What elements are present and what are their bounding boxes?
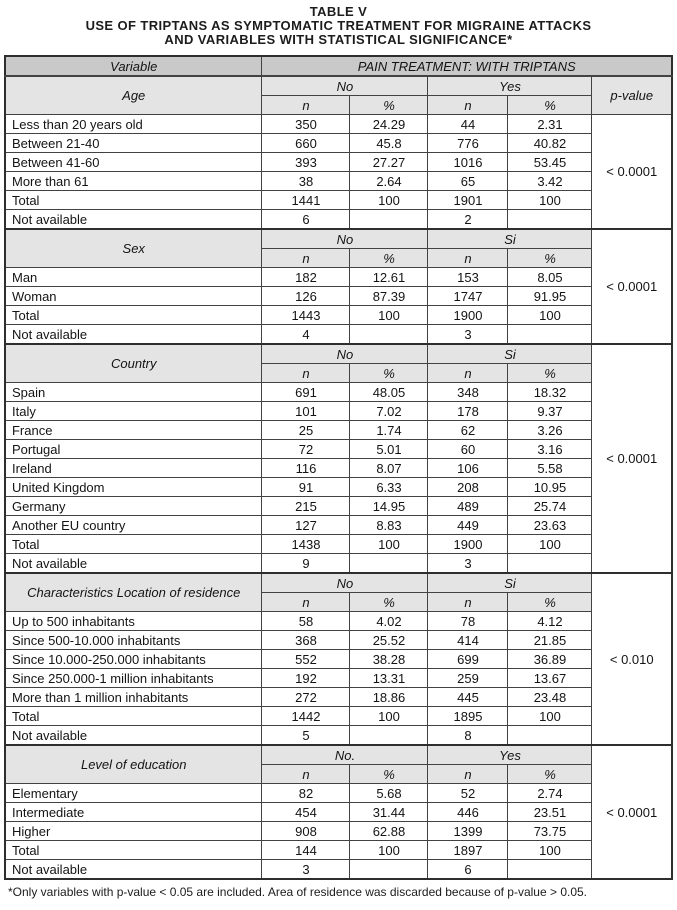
no-pct-value: 13.31 — [350, 669, 428, 688]
row-label: Total — [5, 841, 262, 860]
no-pct-header: % — [350, 765, 428, 784]
row-label: Not available — [5, 726, 262, 746]
no-n-value: 393 — [262, 153, 350, 172]
row-label: Total — [5, 535, 262, 554]
yes-pct-header: % — [508, 364, 592, 383]
no-n-header: n — [262, 364, 350, 383]
table-row — [5, 841, 672, 860]
table-row — [5, 402, 672, 421]
yes-n-value: 178 — [428, 402, 508, 421]
no-n-value: 368 — [262, 631, 350, 650]
no-n-value: 454 — [262, 803, 350, 822]
table-row — [5, 860, 672, 880]
row-label: Total — [5, 191, 262, 210]
no-pct-value: 5.68 — [350, 784, 428, 803]
yes-n-value: 449 — [428, 516, 508, 535]
no-group-header: No — [262, 344, 428, 364]
row-label: Elementary — [5, 784, 262, 803]
section-variable-label: Age — [5, 76, 262, 115]
no-pct-value: 100 — [350, 306, 428, 325]
table-row — [5, 440, 672, 459]
no-n-value: 552 — [262, 650, 350, 669]
row-label: Not available — [5, 554, 262, 574]
table-row — [5, 325, 672, 345]
no-pct-value: 14.95 — [350, 497, 428, 516]
row-label: Since 500-10.000 inhabitants — [5, 631, 262, 650]
yes-pct-value: 100 — [508, 841, 592, 860]
no-n-value: 9 — [262, 554, 350, 574]
no-group-header: No. — [262, 745, 428, 765]
no-pct-value: 5.01 — [350, 440, 428, 459]
yes-n-value: 489 — [428, 497, 508, 516]
yes-n-value: 6 — [428, 860, 508, 880]
yes-pct-header: % — [508, 96, 592, 115]
yes-pct-value — [508, 860, 592, 880]
yes-n-value: 259 — [428, 669, 508, 688]
pvalue-cell: < 0.010 — [592, 573, 672, 745]
yes-group-header: Yes — [428, 745, 592, 765]
table-row — [5, 421, 672, 440]
yes-n-value: 208 — [428, 478, 508, 497]
no-n-value: 3 — [262, 860, 350, 880]
no-n-value: 4 — [262, 325, 350, 345]
no-pct-value: 8.83 — [350, 516, 428, 535]
yes-pct-value: 100 — [508, 306, 592, 325]
no-pct-value: 4.02 — [350, 612, 428, 631]
yes-pct-value: 2.74 — [508, 784, 592, 803]
yes-n-header: n — [428, 249, 508, 268]
yes-n-value: 153 — [428, 268, 508, 287]
yes-pct-value: 73.75 — [508, 822, 592, 841]
yes-n-value: 445 — [428, 688, 508, 707]
no-pct-header: % — [350, 593, 428, 612]
no-n-header: n — [262, 249, 350, 268]
no-n-value: 182 — [262, 268, 350, 287]
no-pct-value: 100 — [350, 191, 428, 210]
yes-pct-value: 23.51 — [508, 803, 592, 822]
no-n-value: 1441 — [262, 191, 350, 210]
table-row — [5, 707, 672, 726]
yes-n-value: 776 — [428, 134, 508, 153]
yes-pct-value: 3.16 — [508, 440, 592, 459]
row-label: Woman — [5, 287, 262, 306]
no-pct-value: 1.74 — [350, 421, 428, 440]
table-row — [5, 153, 672, 172]
table-number: TABLE V — [309, 4, 368, 19]
section-variable-label: Country — [5, 344, 262, 383]
yes-pct-value: 13.67 — [508, 669, 592, 688]
no-pct-header: % — [350, 364, 428, 383]
section-header-row — [5, 745, 672, 765]
table-row — [5, 115, 672, 134]
pvalue-column-header: p-value — [592, 76, 672, 115]
treatment-column-header: PAIN TREATMENT: WITH TRIPTANS — [262, 56, 672, 76]
footnote: *Only variables with p-value < 0.05 are included. Area of residence was discarded because of p-value > 0.05. — [8, 885, 588, 899]
no-pct-value: 27.27 — [350, 153, 428, 172]
yes-pct-value — [508, 210, 592, 230]
section-header-row — [5, 76, 672, 96]
yes-pct-value: 2.31 — [508, 115, 592, 134]
no-pct-value — [350, 726, 428, 746]
no-n-value: 144 — [262, 841, 350, 860]
yes-n-value: 3 — [428, 325, 508, 345]
no-pct-value — [350, 860, 428, 880]
yes-pct-value: 5.58 — [508, 459, 592, 478]
table-title-line-2: AND VARIABLES WITH STATISTICAL SIGNIFICANCE* — [164, 32, 513, 47]
no-n-value: 5 — [262, 726, 350, 746]
triptans-table — [4, 55, 673, 880]
no-pct-value: 100 — [350, 707, 428, 726]
yes-pct-value: 9.37 — [508, 402, 592, 421]
yes-pct-value — [508, 325, 592, 345]
yes-n-value: 1895 — [428, 707, 508, 726]
yes-n-value: 60 — [428, 440, 508, 459]
yes-pct-value: 100 — [508, 707, 592, 726]
yes-n-value: 2 — [428, 210, 508, 230]
yes-pct-value: 25.74 — [508, 497, 592, 516]
row-label: Not available — [5, 325, 262, 345]
yes-group-header: Yes — [428, 76, 592, 96]
yes-n-value: 1900 — [428, 306, 508, 325]
row-label: Since 250.000-1 million inhabitants — [5, 669, 262, 688]
no-pct-value: 6.33 — [350, 478, 428, 497]
row-label: Higher — [5, 822, 262, 841]
yes-n-value: 1900 — [428, 535, 508, 554]
no-pct-value: 7.02 — [350, 402, 428, 421]
yes-pct-header: % — [508, 765, 592, 784]
yes-n-header: n — [428, 96, 508, 115]
no-pct-value: 45.8 — [350, 134, 428, 153]
no-n-header: n — [262, 593, 350, 612]
yes-n-value: 78 — [428, 612, 508, 631]
no-n-header: n — [262, 765, 350, 784]
yes-n-value: 1747 — [428, 287, 508, 306]
yes-n-header: n — [428, 364, 508, 383]
row-label: Spain — [5, 383, 262, 402]
no-n-value: 38 — [262, 172, 350, 191]
yes-n-header: n — [428, 593, 508, 612]
no-n-header: n — [262, 96, 350, 115]
row-label: United Kingdom — [5, 478, 262, 497]
yes-pct-header: % — [508, 593, 592, 612]
yes-pct-value: 3.26 — [508, 421, 592, 440]
section-variable-label: Level of education — [5, 745, 262, 784]
yes-n-value: 1901 — [428, 191, 508, 210]
yes-n-value: 699 — [428, 650, 508, 669]
yes-pct-value: 18.32 — [508, 383, 592, 402]
yes-n-value: 1897 — [428, 841, 508, 860]
no-pct-value — [350, 554, 428, 574]
row-label: Total — [5, 707, 262, 726]
yes-n-value: 65 — [428, 172, 508, 191]
no-pct-value: 62.88 — [350, 822, 428, 841]
yes-n-value: 414 — [428, 631, 508, 650]
yes-n-value: 62 — [428, 421, 508, 440]
no-n-value: 1443 — [262, 306, 350, 325]
yes-group-header: Si — [428, 344, 592, 364]
yes-pct-value: 3.42 — [508, 172, 592, 191]
row-label: Total — [5, 306, 262, 325]
no-n-value: 1438 — [262, 535, 350, 554]
table-row — [5, 210, 672, 230]
table-row — [5, 554, 672, 574]
section-header-row — [5, 229, 672, 249]
no-n-value: 127 — [262, 516, 350, 535]
yes-pct-value — [508, 726, 592, 746]
yes-n-value: 1399 — [428, 822, 508, 841]
pvalue-cell: < 0.0001 — [592, 745, 672, 879]
no-pct-value: 2.64 — [350, 172, 428, 191]
row-label: Portugal — [5, 440, 262, 459]
pvalue-cell: < 0.0001 — [592, 229, 672, 344]
yes-pct-value: 4.12 — [508, 612, 592, 631]
yes-n-value: 3 — [428, 554, 508, 574]
row-label: Up to 500 inhabitants — [5, 612, 262, 631]
table-title-line-1: USE OF TRIPTANS AS SYMPTOMATIC TREATMENT FOR MIGRAINE ATTACKS — [85, 18, 592, 33]
row-label: Between 21-40 — [5, 134, 262, 153]
no-pct-value: 18.86 — [350, 688, 428, 707]
table-header-row — [5, 56, 672, 76]
yes-pct-value: 91.95 — [508, 287, 592, 306]
no-n-value: 215 — [262, 497, 350, 516]
no-n-value: 1442 — [262, 707, 350, 726]
yes-pct-value: 21.85 — [508, 631, 592, 650]
yes-pct-value: 23.63 — [508, 516, 592, 535]
row-label: France — [5, 421, 262, 440]
table-row — [5, 172, 672, 191]
table-row — [5, 134, 672, 153]
no-pct-value: 25.52 — [350, 631, 428, 650]
row-label: Intermediate — [5, 803, 262, 822]
no-pct-header: % — [350, 96, 428, 115]
yes-n-value: 1016 — [428, 153, 508, 172]
table-row — [5, 631, 672, 650]
row-label: Germany — [5, 497, 262, 516]
no-pct-value — [350, 210, 428, 230]
section-variable-label: Sex — [5, 229, 262, 268]
no-pct-value: 100 — [350, 535, 428, 554]
no-n-value: 660 — [262, 134, 350, 153]
table-row — [5, 612, 672, 631]
yes-pct-value: 53.45 — [508, 153, 592, 172]
variable-column-header: Variable — [5, 56, 262, 76]
table-row — [5, 287, 672, 306]
yes-n-value: 8 — [428, 726, 508, 746]
pvalue-cell: < 0.0001 — [592, 115, 672, 230]
table-row — [5, 650, 672, 669]
row-label: Man — [5, 268, 262, 287]
pvalue-cell: < 0.0001 — [592, 344, 672, 573]
table-row — [5, 191, 672, 210]
yes-n-value: 348 — [428, 383, 508, 402]
table-row — [5, 268, 672, 287]
no-pct-value: 8.07 — [350, 459, 428, 478]
row-label: More than 1 million inhabitants — [5, 688, 262, 707]
yes-pct-value: 10.95 — [508, 478, 592, 497]
no-n-value: 6 — [262, 210, 350, 230]
no-n-value: 82 — [262, 784, 350, 803]
table-row — [5, 784, 672, 803]
table-row — [5, 516, 672, 535]
no-group-header: No — [262, 573, 428, 593]
no-n-value: 101 — [262, 402, 350, 421]
row-label: Italy — [5, 402, 262, 421]
row-label: Another EU country — [5, 516, 262, 535]
yes-pct-value: 100 — [508, 191, 592, 210]
yes-pct-header: % — [508, 249, 592, 268]
section-header-row — [5, 573, 672, 593]
section-header-row — [5, 344, 672, 364]
yes-n-value: 52 — [428, 784, 508, 803]
no-group-header: No — [262, 76, 428, 96]
no-pct-value — [350, 325, 428, 345]
yes-group-header: Si — [428, 229, 592, 249]
no-pct-value: 87.39 — [350, 287, 428, 306]
row-label: Not available — [5, 860, 262, 880]
no-n-value: 908 — [262, 822, 350, 841]
table-row — [5, 535, 672, 554]
row-label: Between 41-60 — [5, 153, 262, 172]
yes-n-value: 106 — [428, 459, 508, 478]
no-pct-value: 38.28 — [350, 650, 428, 669]
no-pct-value: 31.44 — [350, 803, 428, 822]
table-row — [5, 803, 672, 822]
no-n-value: 116 — [262, 459, 350, 478]
no-n-value: 272 — [262, 688, 350, 707]
no-pct-value: 100 — [350, 841, 428, 860]
table-row — [5, 306, 672, 325]
row-label: Since 10.000-250.000 inhabitants — [5, 650, 262, 669]
no-n-value: 25 — [262, 421, 350, 440]
no-n-value: 126 — [262, 287, 350, 306]
row-label: Not available — [5, 210, 262, 230]
no-n-value: 350 — [262, 115, 350, 134]
no-group-header: No — [262, 229, 428, 249]
table-title-block — [0, 0, 677, 47]
yes-pct-value: 40.82 — [508, 134, 592, 153]
no-n-value: 91 — [262, 478, 350, 497]
no-pct-value: 24.29 — [350, 115, 428, 134]
yes-pct-value: 36.89 — [508, 650, 592, 669]
no-n-value: 192 — [262, 669, 350, 688]
table-row — [5, 383, 672, 402]
yes-n-value: 446 — [428, 803, 508, 822]
no-n-value: 72 — [262, 440, 350, 459]
row-label: More than 61 — [5, 172, 262, 191]
no-pct-header: % — [350, 249, 428, 268]
yes-n-value: 44 — [428, 115, 508, 134]
table-row — [5, 822, 672, 841]
section-variable-label: Characteristics Location of residence — [5, 573, 262, 612]
table-row — [5, 497, 672, 516]
no-n-value: 691 — [262, 383, 350, 402]
table-row — [5, 726, 672, 746]
table-row — [5, 688, 672, 707]
yes-pct-value — [508, 554, 592, 574]
table-row — [5, 669, 672, 688]
row-label: Less than 20 years old — [5, 115, 262, 134]
yes-pct-value: 23.48 — [508, 688, 592, 707]
yes-n-header: n — [428, 765, 508, 784]
table-row — [5, 459, 672, 478]
table-row — [5, 478, 672, 497]
row-label: Ireland — [5, 459, 262, 478]
no-pct-value: 48.05 — [350, 383, 428, 402]
yes-pct-value: 100 — [508, 535, 592, 554]
yes-pct-value: 8.05 — [508, 268, 592, 287]
no-n-value: 58 — [262, 612, 350, 631]
no-pct-value: 12.61 — [350, 268, 428, 287]
yes-group-header: Si — [428, 573, 592, 593]
